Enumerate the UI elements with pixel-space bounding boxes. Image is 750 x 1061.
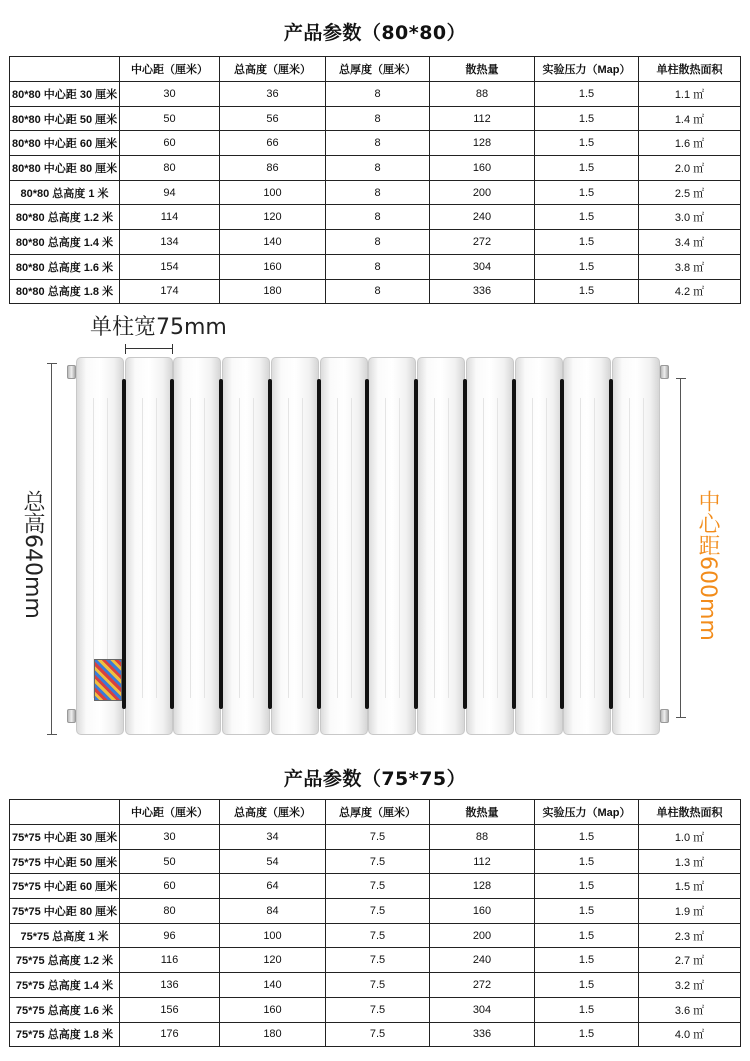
value-cell: 2.7 ㎡ (639, 948, 741, 973)
radiator-column (368, 357, 416, 735)
value-cell: 30 (120, 82, 220, 107)
value-cell: 304 (430, 254, 535, 279)
column-header: 总高度（厘米） (220, 57, 326, 82)
table-header-row (10, 57, 741, 82)
value-cell: 36 (220, 82, 326, 107)
value-cell: 8 (326, 230, 430, 255)
value-cell: 1.3 ㎡ (639, 849, 741, 874)
value-cell: 114 (120, 205, 220, 230)
value-cell: 174 (120, 279, 220, 304)
value-cell: 240 (430, 948, 535, 973)
model-cell: 80*80 总高度 1.8 米 (10, 279, 120, 304)
value-cell: 7.5 (326, 825, 430, 850)
table-row (10, 106, 741, 131)
radiator-column (515, 357, 563, 735)
column-header: 散热量 (430, 57, 535, 82)
column-gap (219, 379, 223, 709)
radiator-column (563, 357, 611, 735)
value-cell: 30 (120, 825, 220, 850)
model-cell: 80*80 总高度 1.4 米 (10, 230, 120, 255)
value-cell: 8 (326, 156, 430, 181)
pipe-plug (660, 365, 669, 379)
center-distance-dimension-line (680, 378, 681, 718)
table1-title: 产品参数（80*80） (283, 22, 467, 44)
value-cell: 156 (120, 997, 220, 1022)
table-row (10, 923, 741, 948)
value-cell: 88 (430, 82, 535, 107)
pipe-plug (660, 709, 669, 723)
value-cell: 2.0 ㎡ (639, 156, 741, 181)
value-cell: 200 (430, 180, 535, 205)
value-cell: 94 (120, 180, 220, 205)
table2-title: 产品参数（75*75） (283, 768, 467, 790)
column-width-bracket (125, 344, 173, 354)
value-cell: 8 (326, 131, 430, 156)
column-gap (463, 379, 467, 709)
radiator-column (320, 357, 368, 735)
value-cell: 272 (430, 230, 535, 255)
product-sticker (94, 659, 122, 701)
column-gap (268, 379, 272, 709)
column-gap (122, 379, 126, 709)
value-cell: 1.6 ㎡ (639, 131, 741, 156)
value-cell: 86 (220, 156, 326, 181)
value-cell: 200 (430, 923, 535, 948)
radiator-column (125, 357, 173, 735)
value-cell: 7.5 (326, 997, 430, 1022)
value-cell: 8 (326, 82, 430, 107)
column-gap (512, 379, 516, 709)
value-cell: 3.0 ㎡ (639, 205, 741, 230)
radiator-column (173, 357, 221, 735)
value-cell: 4.2 ㎡ (639, 279, 741, 304)
value-cell: 180 (220, 279, 326, 304)
value-cell: 154 (120, 254, 220, 279)
table-row (10, 1022, 741, 1047)
column-gap (414, 379, 418, 709)
radiator-column (271, 357, 319, 735)
value-cell: 160 (220, 254, 326, 279)
column-header: 单柱散热面积 (639, 57, 741, 82)
table-row (10, 205, 741, 230)
value-cell: 8 (326, 106, 430, 131)
pipe-plug (67, 709, 76, 723)
value-cell: 3.2 ㎡ (639, 973, 741, 998)
value-cell: 54 (220, 849, 326, 874)
value-cell: 1.5 (535, 899, 639, 924)
table-row (10, 156, 741, 181)
radiator-column (466, 357, 514, 735)
model-cell: 80*80 中心距 50 厘米 (10, 106, 120, 131)
value-cell: 128 (430, 131, 535, 156)
value-cell: 50 (120, 106, 220, 131)
value-cell: 1.5 (535, 948, 639, 973)
column-header: 总厚度（厘米） (326, 57, 430, 82)
value-cell: 1.5 (535, 1022, 639, 1047)
column-header: 单柱散热面积 (639, 800, 741, 825)
value-cell: 8 (326, 180, 430, 205)
column-header: 总厚度（厘米） (326, 800, 430, 825)
table-row (10, 874, 741, 899)
spec-table-75x75 (9, 799, 741, 1047)
value-cell: 1.0 ㎡ (639, 825, 741, 850)
value-cell: 1.5 (535, 973, 639, 998)
radiator-column (222, 357, 270, 735)
value-cell: 2.3 ㎡ (639, 923, 741, 948)
value-cell: 60 (120, 874, 220, 899)
table-row (10, 131, 741, 156)
table-row (10, 180, 741, 205)
model-cell: 80*80 总高度 1 米 (10, 180, 120, 205)
value-cell: 1.4 ㎡ (639, 106, 741, 131)
table-header-row (10, 800, 741, 825)
total-height-label: 总高640mm (20, 490, 45, 619)
table-row (10, 973, 741, 998)
value-cell: 66 (220, 131, 326, 156)
table-row (10, 82, 741, 107)
value-cell: 7.5 (326, 849, 430, 874)
value-cell: 2.5 ㎡ (639, 180, 741, 205)
value-cell: 1.5 (535, 82, 639, 107)
model-cell: 80*80 中心距 60 厘米 (10, 131, 120, 156)
value-cell: 160 (430, 899, 535, 924)
value-cell: 1.5 ㎡ (639, 874, 741, 899)
value-cell: 1.9 ㎡ (639, 899, 741, 924)
value-cell: 336 (430, 1022, 535, 1047)
radiator-figure (0, 305, 750, 750)
value-cell: 134 (120, 230, 220, 255)
value-cell: 96 (120, 923, 220, 948)
model-cell: 75*75 总高度 1.2 米 (10, 948, 120, 973)
table-row (10, 899, 741, 924)
value-cell: 8 (326, 279, 430, 304)
model-cell: 75*75 中心距 30 厘米 (10, 825, 120, 850)
value-cell: 80 (120, 899, 220, 924)
value-cell: 64 (220, 874, 326, 899)
value-cell: 176 (120, 1022, 220, 1047)
value-cell: 1.5 (535, 279, 639, 304)
model-cell: 75*75 总高度 1.4 米 (10, 973, 120, 998)
column-gap (170, 379, 174, 709)
model-cell: 80*80 中心距 80 厘米 (10, 156, 120, 181)
column-gap (365, 379, 369, 709)
value-cell: 160 (220, 997, 326, 1022)
value-cell: 34 (220, 825, 326, 850)
table-row (10, 230, 741, 255)
table-row (10, 849, 741, 874)
value-cell: 1.5 (535, 106, 639, 131)
value-cell: 120 (220, 948, 326, 973)
value-cell: 88 (430, 825, 535, 850)
model-cell: 80*80 中心距 30 厘米 (10, 82, 120, 107)
value-cell: 120 (220, 205, 326, 230)
value-cell: 180 (220, 1022, 326, 1047)
value-cell: 1.5 (535, 923, 639, 948)
value-cell: 1.5 (535, 205, 639, 230)
column-gap (317, 379, 321, 709)
radiator-column (612, 357, 660, 735)
value-cell: 7.5 (326, 899, 430, 924)
table-row (10, 997, 741, 1022)
value-cell: 1.5 (535, 849, 639, 874)
column-header (10, 800, 120, 825)
value-cell: 1.5 (535, 131, 639, 156)
value-cell: 3.6 ㎡ (639, 997, 741, 1022)
value-cell: 112 (430, 106, 535, 131)
column-header: 实验压力（Map） (535, 57, 639, 82)
model-cell: 75*75 中心距 80 厘米 (10, 899, 120, 924)
value-cell: 128 (430, 874, 535, 899)
model-cell: 75*75 总高度 1.6 米 (10, 997, 120, 1022)
value-cell: 1.5 (535, 230, 639, 255)
table-row (10, 825, 741, 850)
value-cell: 1.1 ㎡ (639, 82, 741, 107)
value-cell: 7.5 (326, 973, 430, 998)
value-cell: 1.5 (535, 825, 639, 850)
value-cell: 3.8 ㎡ (639, 254, 741, 279)
value-cell: 7.5 (326, 874, 430, 899)
radiator-image (76, 357, 660, 735)
value-cell: 100 (220, 180, 326, 205)
column-header: 中心距（厘米） (120, 57, 220, 82)
value-cell: 272 (430, 973, 535, 998)
column-gap (609, 379, 613, 709)
value-cell: 8 (326, 254, 430, 279)
value-cell: 60 (120, 131, 220, 156)
value-cell: 4.0 ㎡ (639, 1022, 741, 1047)
value-cell: 140 (220, 973, 326, 998)
model-cell: 75*75 中心距 60 厘米 (10, 874, 120, 899)
value-cell: 1.5 (535, 180, 639, 205)
column-header: 总高度（厘米） (220, 800, 326, 825)
column-header: 实验压力（Map） (535, 800, 639, 825)
table-row (10, 254, 741, 279)
radiator-column (417, 357, 465, 735)
column-header (10, 57, 120, 82)
table-row (10, 279, 741, 304)
pipe-plug (67, 365, 76, 379)
value-cell: 84 (220, 899, 326, 924)
model-cell: 75*75 总高度 1.8 米 (10, 1022, 120, 1047)
value-cell: 50 (120, 849, 220, 874)
value-cell: 112 (430, 849, 535, 874)
value-cell: 1.5 (535, 874, 639, 899)
value-cell: 336 (430, 279, 535, 304)
column-header: 中心距（厘米） (120, 800, 220, 825)
total-height-dimension-line (51, 363, 52, 735)
value-cell: 1.5 (535, 156, 639, 181)
value-cell: 100 (220, 923, 326, 948)
value-cell: 3.4 ㎡ (639, 230, 741, 255)
table-row (10, 948, 741, 973)
value-cell: 80 (120, 156, 220, 181)
value-cell: 140 (220, 230, 326, 255)
column-header: 散热量 (430, 800, 535, 825)
spec-table-80x80 (9, 56, 741, 304)
model-cell: 75*75 中心距 50 厘米 (10, 849, 120, 874)
value-cell: 1.5 (535, 254, 639, 279)
column-gap (560, 379, 564, 709)
value-cell: 56 (220, 106, 326, 131)
model-cell: 80*80 总高度 1.2 米 (10, 205, 120, 230)
value-cell: 8 (326, 205, 430, 230)
center-distance-label: 中心距600mm (695, 490, 720, 641)
model-cell: 80*80 总高度 1.6 米 (10, 254, 120, 279)
value-cell: 160 (430, 156, 535, 181)
value-cell: 240 (430, 205, 535, 230)
model-cell: 75*75 总高度 1 米 (10, 923, 120, 948)
column-width-label: 单柱宽75mm (90, 315, 227, 340)
value-cell: 304 (430, 997, 535, 1022)
value-cell: 1.5 (535, 997, 639, 1022)
value-cell: 7.5 (326, 948, 430, 973)
value-cell: 136 (120, 973, 220, 998)
value-cell: 7.5 (326, 923, 430, 948)
value-cell: 116 (120, 948, 220, 973)
value-cell: 7.5 (326, 1022, 430, 1047)
